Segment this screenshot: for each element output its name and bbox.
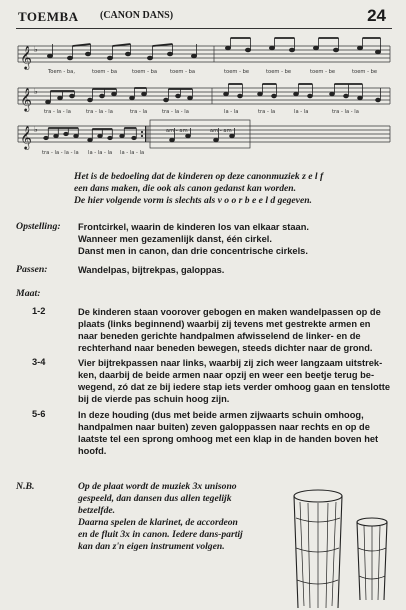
lyric-1-3: toem - ba <box>132 69 158 75</box>
maat-count-3: 5-6 <box>32 409 46 419</box>
lyric-1-7: toem - be <box>310 69 336 75</box>
lyric-2-6: tra - la <box>258 109 276 115</box>
maat-text-3 <box>78 409 390 457</box>
maat-line: Vier bijtrekpassen naar links, waarbij zij zich weer langzaam uitstrek- <box>78 358 383 368</box>
lyric-2-7: la - la <box>294 109 309 115</box>
lyric-3-2: la - la - la <box>88 150 113 156</box>
notes-staff-2 <box>46 84 381 104</box>
song-subtitle: (CANON DANS) <box>100 10 174 21</box>
passen-line: Wandelpas, bijtrekpas, galoppas. <box>78 265 225 275</box>
lyric-1-8: toem - be <box>352 69 378 75</box>
passen-label: Passen: <box>16 264 48 275</box>
intro-line: Het is de bedoeling dat de kinderen op deze canonmuziek z e l f <box>74 171 324 182</box>
svg-text:♭: ♭ <box>34 87 38 96</box>
intro-line: De hier volgende vorm is slechts als v o o r b e e l d gegeven. <box>74 195 312 206</box>
page-header <box>12 6 394 29</box>
svg-text:♭: ♭ <box>34 125 38 134</box>
maat-line: De kinderen staan voorover gebogen en maken wandelpassen op de <box>78 307 381 317</box>
lyric-2-5: la - la <box>224 109 239 115</box>
lyric-1-4: toem - ba <box>170 69 196 75</box>
opstelling-line: Danst men in canon, dan drie concentrische cirkels. <box>78 246 308 256</box>
maat-line: plaats (links beginnend) waarbij zij tevens met gestrekte armen en <box>78 319 371 329</box>
nb-text <box>78 481 288 553</box>
maat-text-1 <box>78 306 390 354</box>
lyric-2-1: tra - la - la <box>44 109 71 115</box>
maat-line: In deze houding (dus met beide armen zijwaarts schuin omhoog, <box>78 410 364 420</box>
lyric-1-1: Toem - ba, <box>48 69 75 75</box>
passen-text <box>78 264 390 276</box>
maat-line: wegend, zó dat ze bij iedere stap iets verder omhoog gaan en tenslotte <box>78 382 391 392</box>
lyric-2-4: tra - la - la <box>162 109 189 115</box>
nb-line: Daarna spelen de klarinet, de accordeon <box>78 517 238 528</box>
maat-line: hoofd. <box>78 446 107 456</box>
maat-line: naar beneden gerichte handpalmen afwisselend de linker- en de <box>78 331 361 341</box>
treble-clef-3: 𝄞 <box>20 125 32 149</box>
staff-3 <box>18 120 390 148</box>
lyric-1-6: toem - be <box>266 69 292 75</box>
nb-label: N.B. <box>16 481 35 492</box>
nb-line: en de fluit 3x in canon. Iedere dans-partij <box>78 529 243 540</box>
maat-line: bij de vierde pas schuin hoog zijn. <box>78 394 230 404</box>
treble-clef-1: 𝄞 <box>20 45 32 69</box>
sheet-music <box>14 36 394 166</box>
opstelling-line: Wanneer men gezamenlijk danst, één cirkel. <box>78 234 272 244</box>
opstelling-line: Frontcirkel, waarin de kinderen los van elkaar staan. <box>78 222 309 232</box>
intro-line: een dans maken, die ook als canon gedanst kan worden. <box>74 183 297 194</box>
maat-line: laatste tel een sprong omhoog met een klap in de handen boven het <box>78 434 379 444</box>
maat-count-2: 3-4 <box>32 357 46 367</box>
maat-line: handpalmen naar buiten) zeven galoppassen naar rechts en op de <box>78 422 370 432</box>
maat-label: Maat: <box>16 288 41 299</box>
svg-text:♭: ♭ <box>34 45 38 54</box>
lyric-box-1: am - am <box>166 128 188 134</box>
nb-line: kan dan z'n eigen instrument volgen. <box>78 541 225 552</box>
large-drum-icon <box>294 490 342 608</box>
nb-line: Op de plaat wordt de muziek 3x unisono <box>78 481 237 492</box>
lyric-1-5: toem - be <box>224 69 250 75</box>
nb-line: betzelfde. <box>78 505 116 516</box>
intro-text <box>74 171 384 207</box>
maat-line: rechterhand naar beneden bewegen, steeds dichter naar de grond. <box>78 343 373 353</box>
lyric-2-2: tra - la - la <box>86 109 113 115</box>
drums-illustration <box>288 488 398 610</box>
header-rule <box>16 28 392 29</box>
lyric-1-2: toem - ba <box>92 69 118 75</box>
lyric-3-4: la - la - la <box>120 150 145 156</box>
lyric-3-1: tra - la - la - la <box>42 150 79 156</box>
nb-line: gespeeld, dan dansen dus allen tegelijk <box>78 493 232 504</box>
lyric-2-3: tra - la <box>130 109 148 115</box>
maat-line: ken, daarbij de beide armen naar opzij en weer een beetje terug be- <box>78 370 375 380</box>
maat-count-1: 1-2 <box>32 306 46 316</box>
maat-text-2 <box>78 357 390 405</box>
treble-clef-2: 𝄞 <box>20 87 32 111</box>
page-number: 24 <box>367 6 386 25</box>
lyric-box-2: am - am <box>210 128 232 134</box>
opstelling-label: Opstelling: <box>16 221 61 232</box>
song-title: TOEMBA <box>18 9 79 24</box>
opstelling-text <box>78 221 390 257</box>
small-drum-icon <box>357 518 387 600</box>
lyric-2-8: tra - la - la <box>332 109 359 115</box>
